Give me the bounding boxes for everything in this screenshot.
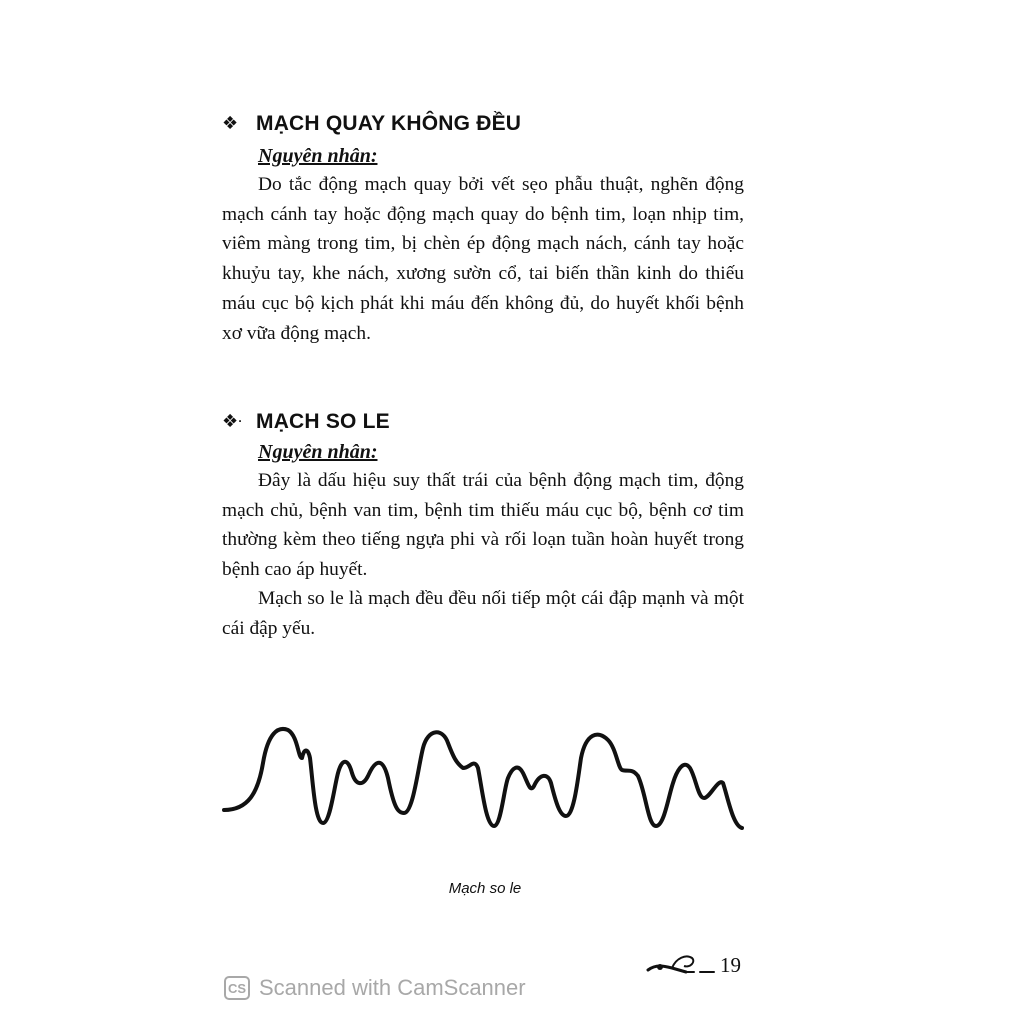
section-paragraph: Do tắc động mạch quay bởi vết sẹo phẫu thuật, nghẽn động mạch cánh tay hoặc động mạch quay do bệnh tim, loạn nhịp tim, viêm màng trong tim, bị chèn ép động mạch nách, cánh tay hoặc khuỷu tay, khe nách, xương sườn cổ, tai biến thần kinh do thiếu máu cục bộ kịch phát khi máu đến không đủ, do huyết khối bệnh xơ vữa động mạch.	[222, 174, 744, 344]
scanner-watermark	[224, 975, 526, 1001]
figure-caption: Mạch so le	[448, 880, 522, 897]
page-number: 19	[720, 953, 741, 977]
section-paragraph: Mạch so le là mạch đều đều nối tiếp một cái đập mạnh và một cái đập yếu.	[222, 588, 744, 639]
cause-label: Nguyên nhân:	[258, 145, 378, 167]
section-title: MẠCH SO LE	[256, 410, 390, 433]
section-title: MẠCH QUAY KHÔNG ĐỀU	[256, 112, 522, 135]
section-heading-mach-so-le	[222, 410, 390, 434]
section-heading-mach-quay	[222, 112, 521, 136]
section-paragraph: Đây là dấu hiệu suy thất trái của bệnh động mạch tim, động mạch chủ, bệnh van tim, bệnh tim thiếu máu cục bộ, bệnh cơ tim thường kèm theo tiếng ngựa phi và rối loạn tuần hoàn huyết trong bệnh cao áp huyết.	[222, 470, 744, 581]
cause-label: Nguyên nhân:	[258, 441, 378, 463]
flourish-ornament-icon	[646, 950, 716, 978]
camscanner-logo-icon: CS	[224, 976, 250, 1000]
diamond-bullet-icon: ❖·	[222, 411, 243, 431]
diamond-bullet-icon: ❖	[222, 113, 239, 133]
watermark-text: Scanned with CamScanner	[259, 975, 526, 1000]
pulse-waveform-icon	[218, 718, 748, 843]
